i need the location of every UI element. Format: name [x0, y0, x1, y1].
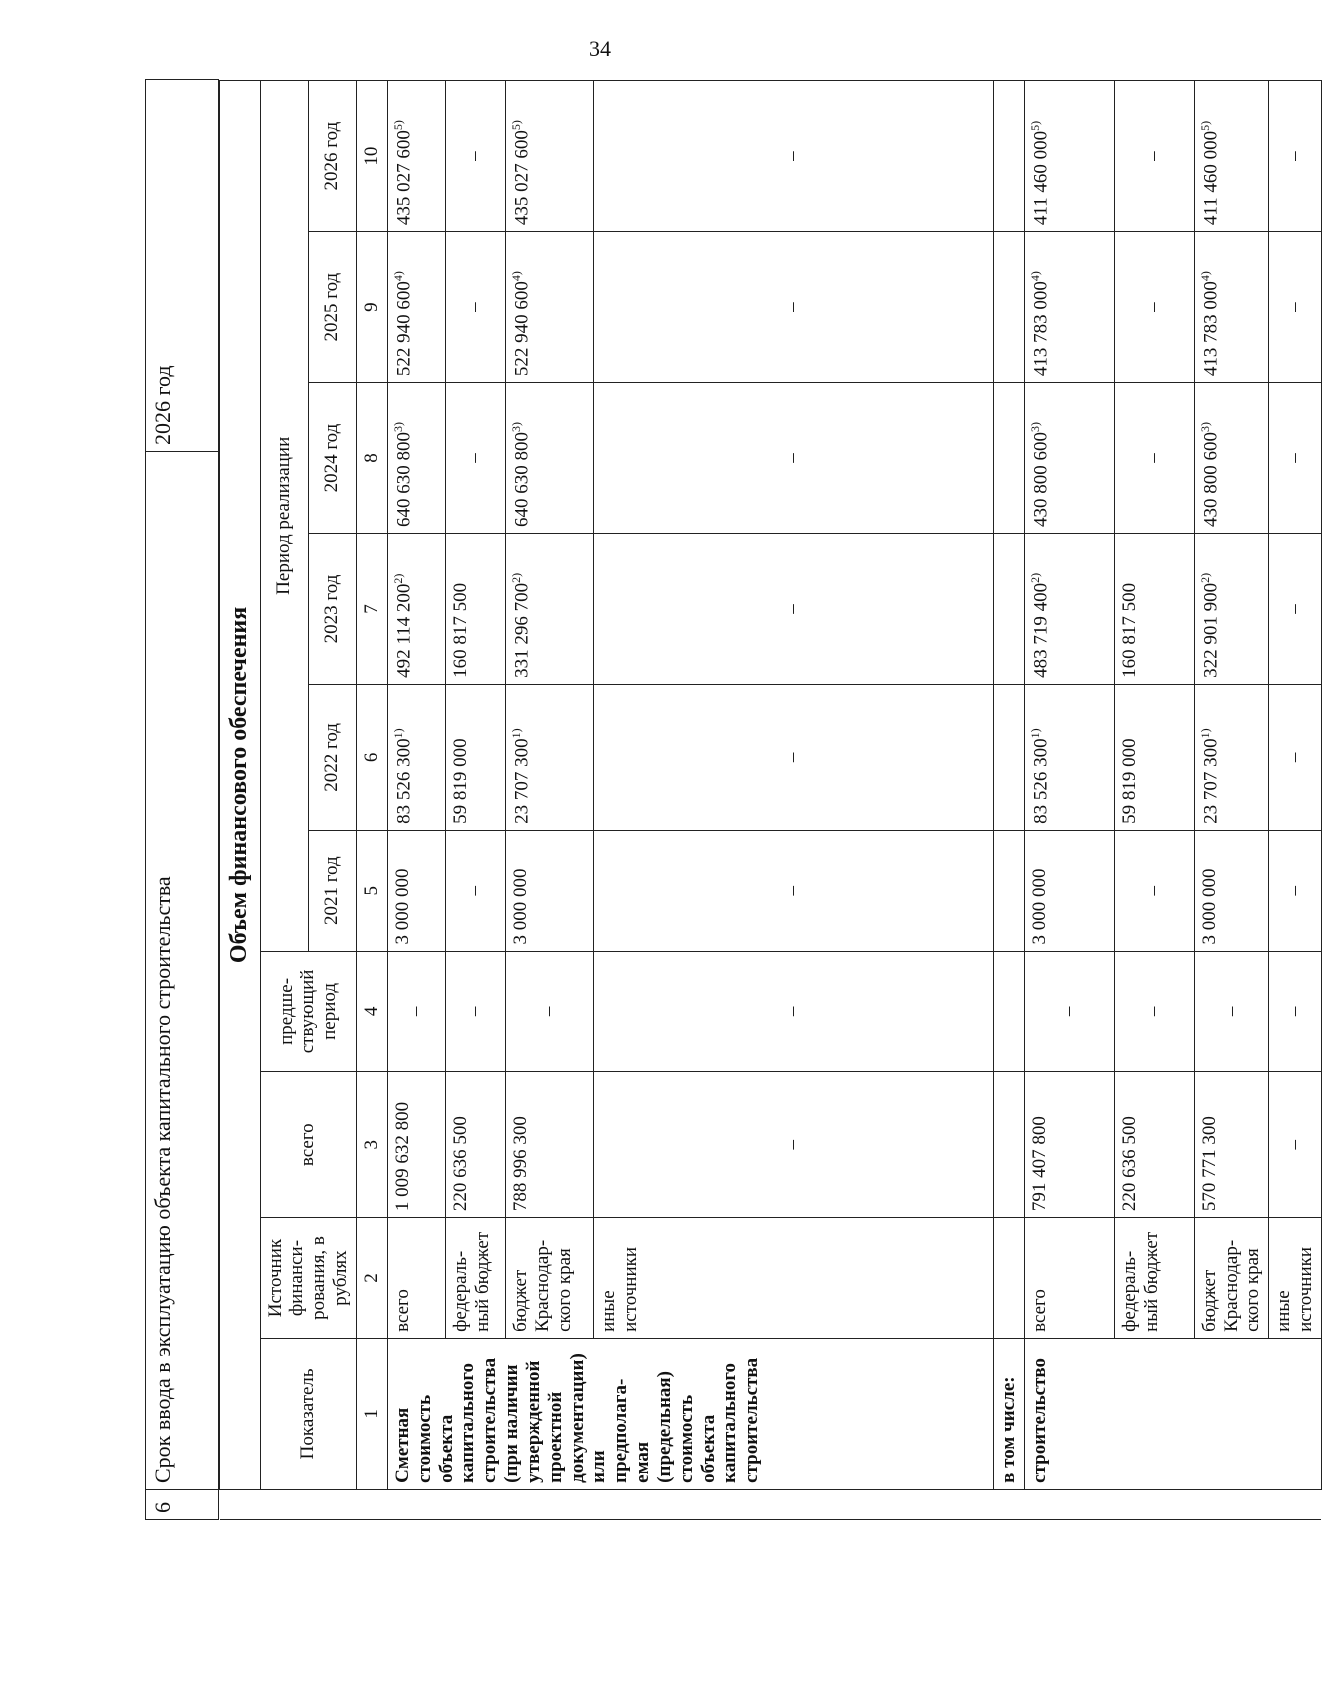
- value-cell: [387, 232, 445, 383]
- header-year: 2026 год: [308, 81, 356, 232]
- value-text: –: [464, 453, 486, 463]
- value-text: 160 817 500: [449, 582, 471, 678]
- value-cell: [445, 534, 505, 685]
- value-text: –: [1284, 453, 1306, 463]
- source-cell: бюджет Краснодар-ского края: [1194, 1218, 1269, 1339]
- footnote-mark: 1): [390, 728, 405, 739]
- value-cell: [387, 383, 445, 534]
- value-text: –: [782, 151, 804, 161]
- column-index: 3: [356, 1072, 387, 1218]
- value-text: 160 817 500: [1118, 582, 1140, 678]
- header-year: 2025 год: [308, 232, 356, 383]
- commissioning-label: Срок ввода в эксплуатацию объекта капитального строительства: [146, 452, 219, 1490]
- value-text: –: [405, 1006, 427, 1017]
- footnote-mark: 5): [1197, 120, 1212, 131]
- value-text: –: [1284, 302, 1306, 312]
- column-index: 9: [356, 232, 387, 383]
- value-cell: [1269, 684, 1322, 830]
- table-row: [445, 81, 505, 1520]
- value-cell: [1194, 684, 1269, 830]
- footnote-mark: 3): [1197, 422, 1212, 432]
- value-cell: [1114, 830, 1194, 951]
- value-cell: [1194, 383, 1269, 534]
- commissioning-term-table: [145, 79, 219, 1520]
- value-text: 411 460 000: [1029, 130, 1051, 226]
- value-cell: [445, 830, 505, 951]
- value-text: –: [464, 151, 486, 161]
- table-row: [387, 81, 445, 1520]
- value-cell: [445, 232, 505, 383]
- value-cell: [445, 1072, 505, 1218]
- column-index: 4: [356, 951, 387, 1072]
- value-text: 791 407 800: [1028, 1116, 1050, 1212]
- footnote-mark: 3): [508, 422, 523, 432]
- source-cell: иные источники: [593, 1218, 993, 1339]
- footnote-mark: 3): [390, 422, 405, 432]
- value-cell: [505, 830, 593, 951]
- value-text: 788 996 300: [509, 1116, 531, 1212]
- indicator-cell: строительство: [1024, 1338, 1321, 1489]
- value-cell: [1114, 684, 1194, 830]
- value-cell: [1269, 951, 1322, 1072]
- value-text: 23 707 300: [1199, 738, 1221, 824]
- value-cell: [387, 81, 445, 232]
- header-year: 2023 год: [308, 534, 356, 685]
- value-cell: [1114, 232, 1194, 383]
- value-text: 220 636 500: [1118, 1116, 1140, 1212]
- page-number: 34: [589, 36, 611, 61]
- value-text: 522 940 600: [511, 281, 533, 377]
- commissioning-row: [146, 80, 219, 1520]
- value-text: –: [1284, 1139, 1306, 1150]
- value-cell: [1114, 534, 1194, 685]
- column-index-row: [356, 81, 387, 1520]
- footnote-mark: 5): [1027, 120, 1042, 131]
- value-cell: [1024, 684, 1114, 830]
- value-text: 492 114 200: [393, 583, 415, 678]
- footnote-mark: 4): [390, 271, 405, 282]
- commissioning-value: 2026 год: [146, 80, 219, 452]
- footnote-mark: 1): [1027, 728, 1042, 739]
- header-year: 2024 год: [308, 383, 356, 534]
- value-text: –: [782, 752, 804, 763]
- value-text: 3 000 000: [1198, 868, 1220, 945]
- value-cell: [1114, 951, 1194, 1072]
- value-text: –: [1284, 752, 1306, 763]
- indicator-cell: Сметная стоимость объекта капитального строительства (при наличии утвержденной проектной документации) или предполага-емая (предельная) стоимость объекта капитального строительства: [387, 1338, 993, 1489]
- footnote-mark: 1): [508, 728, 523, 739]
- value-cell: [1194, 830, 1269, 951]
- value-cell: [505, 81, 593, 232]
- header-year: 2022 год: [308, 684, 356, 830]
- row-number: 6: [146, 1490, 219, 1520]
- value-text: –: [1284, 604, 1306, 614]
- source-cell: всего: [387, 1218, 445, 1339]
- value-text: 640 630 800: [511, 432, 533, 527]
- value-text: 1 009 632 800: [391, 1101, 413, 1212]
- footnote-mark: 2): [390, 573, 405, 584]
- value-text: 522 940 600: [393, 281, 415, 377]
- table-row: [505, 81, 593, 1520]
- value-text: 435 027 600: [393, 130, 415, 226]
- value-cell: [593, 830, 993, 951]
- in-that-number-label: в том числе:: [993, 1338, 1024, 1489]
- column-index: 10: [356, 81, 387, 232]
- value-cell: [1269, 383, 1322, 534]
- value-cell: [1194, 534, 1269, 685]
- value-text: –: [782, 1139, 804, 1150]
- value-cell: [1194, 951, 1269, 1072]
- finance-table: [219, 80, 1322, 1520]
- value-cell: [445, 951, 505, 1072]
- value-cell: [505, 383, 593, 534]
- value-text: 59 819 000: [1118, 738, 1140, 824]
- value-text: 430 800 600: [1029, 432, 1051, 527]
- header-indicator: Показатель: [260, 1338, 356, 1489]
- footnote-mark: 4): [508, 271, 523, 282]
- value-text: –: [1220, 1006, 1242, 1017]
- value-text: 435 027 600: [511, 130, 533, 226]
- value-cell: [593, 684, 993, 830]
- value-text: –: [1058, 1006, 1080, 1017]
- value-cell: [1194, 81, 1269, 232]
- value-cell: [593, 232, 993, 383]
- value-text: 430 800 600: [1199, 432, 1221, 527]
- value-text: 3 000 000: [391, 868, 413, 945]
- header-year: 2021 год: [308, 830, 356, 951]
- value-cell: [1114, 1072, 1194, 1218]
- landscape-page: [145, 80, 1317, 1520]
- value-text: –: [1143, 302, 1165, 312]
- value-cell: [1114, 81, 1194, 232]
- footnote-mark: 2): [508, 572, 523, 583]
- value-cell: [593, 534, 993, 685]
- table-row: [1194, 81, 1269, 1520]
- column-index: 6: [356, 684, 387, 830]
- value-text: –: [464, 885, 486, 896]
- value-text: 83 526 300: [393, 738, 415, 824]
- value-cell: [1024, 830, 1114, 951]
- value-cell: [505, 951, 593, 1072]
- value-cell: [445, 383, 505, 534]
- header-total: всего: [260, 1072, 356, 1218]
- column-index: 2: [356, 1218, 387, 1339]
- column-index: 8: [356, 383, 387, 534]
- header-period: Период реализации: [260, 81, 308, 952]
- value-text: 3 000 000: [1028, 868, 1050, 945]
- value-text: 411 460 000: [1199, 130, 1221, 226]
- value-cell: [387, 951, 445, 1072]
- value-cell: [1269, 1072, 1322, 1218]
- value-text: 483 719 400: [1029, 582, 1051, 678]
- table-row: [593, 81, 993, 1520]
- source-cell: бюджет Краснодар-ского края: [505, 1218, 593, 1339]
- value-cell: [1114, 383, 1194, 534]
- value-text: –: [1143, 151, 1165, 161]
- value-text: 322 901 900: [1199, 582, 1221, 678]
- value-text: 23 707 300: [511, 738, 533, 824]
- value-text: –: [1284, 1006, 1306, 1017]
- value-text: –: [1143, 453, 1165, 463]
- value-text: –: [538, 1006, 560, 1017]
- value-cell: [505, 684, 593, 830]
- value-text: –: [782, 604, 804, 614]
- value-text: –: [1143, 885, 1165, 896]
- value-text: –: [782, 885, 804, 896]
- value-cell: [445, 684, 505, 830]
- value-text: –: [782, 1006, 804, 1017]
- source-cell: федераль-ный бюджет: [1114, 1218, 1194, 1339]
- value-cell: [505, 232, 593, 383]
- value-text: 413 783 000: [1199, 281, 1221, 377]
- finance-header: Объем финансового обеспечения: [220, 81, 261, 1490]
- footnote-mark: 2): [1197, 572, 1212, 583]
- value-cell: [593, 383, 993, 534]
- value-text: 83 526 300: [1029, 738, 1051, 824]
- value-text: 570 771 300: [1198, 1116, 1220, 1212]
- table-row: [1269, 81, 1322, 1520]
- value-cell: [1024, 1072, 1114, 1218]
- value-cell: [1024, 383, 1114, 534]
- value-cell: [593, 1072, 993, 1218]
- value-text: –: [464, 1006, 486, 1017]
- value-cell: [1024, 81, 1114, 232]
- value-text: –: [1143, 1006, 1165, 1017]
- value-cell: [1269, 81, 1322, 232]
- value-cell: [1024, 232, 1114, 383]
- value-cell: [387, 830, 445, 951]
- header-previous: предше-ствующий период: [260, 951, 356, 1072]
- value-cell: [387, 1072, 445, 1218]
- value-text: –: [782, 302, 804, 312]
- value-cell: [445, 81, 505, 232]
- value-cell: [1194, 1072, 1269, 1218]
- value-text: 331 296 700: [511, 582, 533, 678]
- column-index: 5: [356, 830, 387, 951]
- footnote-mark: 5): [390, 120, 405, 131]
- value-cell: [505, 1072, 593, 1218]
- value-cell: [387, 534, 445, 685]
- value-cell: [1269, 534, 1322, 685]
- footnote-mark: 4): [1027, 271, 1042, 282]
- value-cell: [593, 81, 993, 232]
- value-cell: [505, 534, 593, 685]
- footnote-mark: 4): [1197, 271, 1212, 282]
- source-cell: всего: [1024, 1218, 1114, 1339]
- value-cell: [593, 951, 993, 1072]
- header-source: Источник финанси-рования, в рублях: [260, 1218, 356, 1339]
- footnote-mark: 1): [1197, 728, 1212, 739]
- footnote-mark: 5): [508, 120, 523, 131]
- value-cell: [1269, 232, 1322, 383]
- table-row: [1114, 81, 1194, 1520]
- footnote-mark: 2): [1027, 572, 1042, 583]
- column-index: 7: [356, 534, 387, 685]
- footnote-mark: 3): [1027, 422, 1042, 432]
- value-text: 59 819 000: [449, 738, 471, 824]
- value-cell: [1024, 534, 1114, 685]
- column-index: 1: [356, 1338, 387, 1489]
- value-text: 640 630 800: [393, 432, 415, 527]
- rotated-table-area: [145, 80, 1317, 1520]
- source-cell: федераль-ный бюджет: [445, 1218, 505, 1339]
- value-cell: [1269, 830, 1322, 951]
- value-text: –: [1284, 151, 1306, 161]
- value-text: –: [1284, 885, 1306, 896]
- value-cell: [1024, 951, 1114, 1072]
- value-text: –: [782, 453, 804, 463]
- table-row: [1024, 81, 1114, 1520]
- value-cell: [387, 684, 445, 830]
- value-text: 3 000 000: [509, 868, 531, 945]
- source-cell: иные источники: [1269, 1218, 1322, 1339]
- value-text: –: [464, 302, 486, 312]
- value-text: 220 636 500: [449, 1116, 471, 1212]
- value-cell: [1194, 232, 1269, 383]
- value-text: 413 783 000: [1029, 281, 1051, 377]
